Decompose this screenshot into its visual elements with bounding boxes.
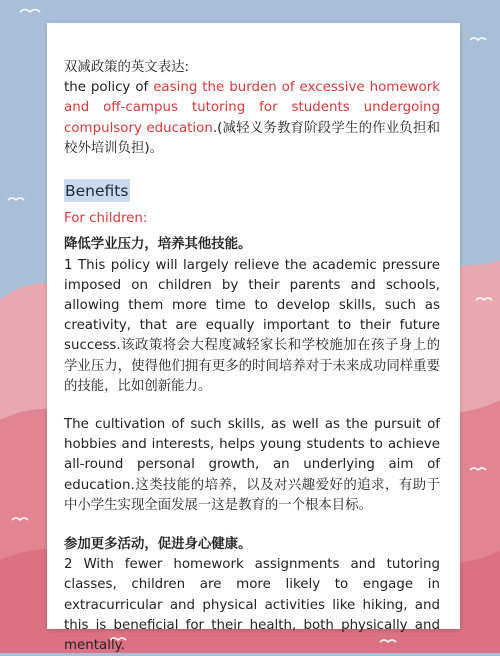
point2-paragraph: 2 With fewer homework assignments and tutoring classes, children are more likely to engage in extracurricular and physical activities like hiking, and this is beneficial for their health, both physically and mentally. [64, 557, 440, 654]
intro-lead: the policy of [64, 80, 154, 96]
policy-phrase: easing the burden of excessive homework and off-campus tutoring for students undergoing compulsory education [64, 80, 440, 136]
point1-paragraph [64, 256, 440, 397]
intro-translation: .(减轻义务教育阶段学生的作业负担和校外培训负担)。 [64, 120, 440, 156]
point1-en: 1 This policy will largely relieve the academic pressure imposed on children by their parents and schools, allowing them more time to develop skills, such as creativity, that are equally important to their future success. [64, 257, 440, 354]
point1-title: 降低学业压力，培养其他技能。 [64, 237, 252, 253]
para2-zh: 这类技能的培养，以及对兴趣爱好的追求，有助于中小学生实现全面发展一这是教育的一个根本目标。 [64, 477, 440, 513]
para2-en: The cultivation of such skills, as well as the pursuit of hobbies and interests, helps young students to achieve all-round personal growth, an underlying aim of education. [64, 417, 440, 493]
benefits-heading: Benefits [64, 179, 130, 202]
point1-zh: 该政策将会大程度减轻家长和学校施加在孩子身上的学业压力，使得他们拥有更多的时间培养对于未来成功同样重要的技能，比如创新能力。 [64, 338, 440, 394]
point2-title: 参加更多活动，促进身心健康。 [64, 537, 252, 553]
document-content [64, 58, 440, 656]
children-subheading: For children: [64, 211, 148, 227]
intro-paragraph [64, 78, 440, 159]
para2 [64, 415, 440, 516]
intro-label: 双减政策的英文表达: [64, 60, 190, 75]
